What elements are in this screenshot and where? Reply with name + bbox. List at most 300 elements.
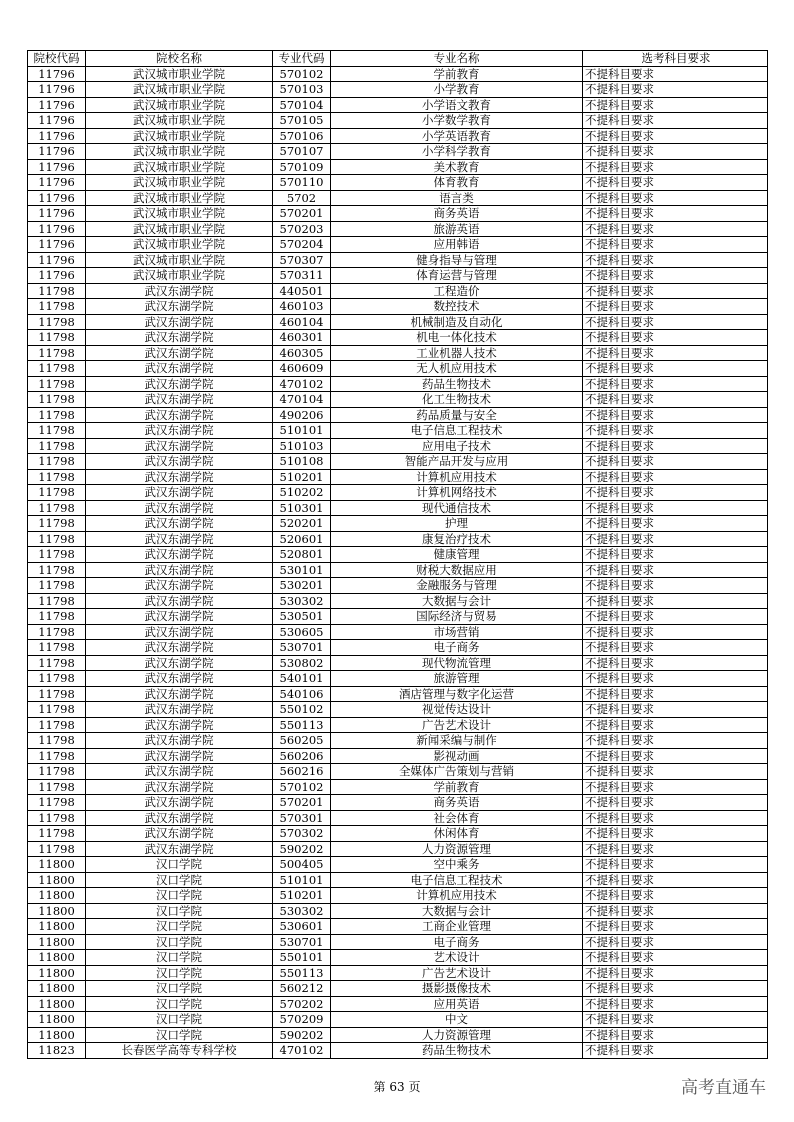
cell-major-name: 国际经济与贸易 xyxy=(331,609,583,625)
cell-major-code: 570202 xyxy=(273,996,331,1012)
table-row xyxy=(28,66,768,82)
cell-major-name: 小学科学教育 xyxy=(331,144,583,160)
cell-subject-requirement: 不提科目要求 xyxy=(583,996,768,1012)
cell-subject-requirement: 不提科目要求 xyxy=(583,857,768,873)
cell-major-code: 5702 xyxy=(273,190,331,206)
cell-subject-requirement: 不提科目要求 xyxy=(583,640,768,656)
table-row xyxy=(28,438,768,454)
cell-school-code: 11798 xyxy=(28,702,86,718)
cell-subject-requirement: 不提科目要求 xyxy=(583,733,768,749)
cell-subject-requirement: 不提科目要求 xyxy=(583,407,768,423)
cell-school-name: 武汉城市职业学院 xyxy=(86,252,273,268)
cell-school-name: 武汉东湖学院 xyxy=(86,438,273,454)
cell-school-code: 11798 xyxy=(28,407,86,423)
table-row xyxy=(28,686,768,702)
cell-major-code: 540106 xyxy=(273,686,331,702)
cell-school-code: 11796 xyxy=(28,206,86,222)
cell-major-name: 康复治疗技术 xyxy=(331,531,583,547)
cell-school-code: 11798 xyxy=(28,593,86,609)
cell-school-name: 武汉城市职业学院 xyxy=(86,97,273,113)
cell-major-name: 体育教育 xyxy=(331,175,583,191)
cell-school-name: 汉口学院 xyxy=(86,934,273,950)
cell-subject-requirement: 不提科目要求 xyxy=(583,500,768,516)
cell-school-code: 11798 xyxy=(28,500,86,516)
cell-school-code: 11798 xyxy=(28,671,86,687)
cell-school-name: 武汉东湖学院 xyxy=(86,516,273,532)
cell-school-code: 11798 xyxy=(28,578,86,594)
cell-major-name: 现代通信技术 xyxy=(331,500,583,516)
table-row xyxy=(28,640,768,656)
cell-major-code: 530501 xyxy=(273,609,331,625)
cell-major-code: 530101 xyxy=(273,562,331,578)
table-row xyxy=(28,252,768,268)
cell-subject-requirement: 不提科目要求 xyxy=(583,1043,768,1059)
cell-major-name: 药品生物技术 xyxy=(331,1043,583,1059)
cell-subject-requirement: 不提科目要求 xyxy=(583,903,768,919)
cell-major-code: 570102 xyxy=(273,66,331,82)
cell-major-code: 570302 xyxy=(273,826,331,842)
cell-major-code: 570107 xyxy=(273,144,331,160)
cell-major-code: 530701 xyxy=(273,934,331,950)
cell-school-code: 11800 xyxy=(28,981,86,997)
cell-major-name: 社会体育 xyxy=(331,810,583,826)
cell-school-code: 11798 xyxy=(28,345,86,361)
cell-subject-requirement: 不提科目要求 xyxy=(583,934,768,950)
cell-school-code: 11798 xyxy=(28,485,86,501)
cell-school-name: 武汉东湖学院 xyxy=(86,655,273,671)
cell-school-name: 武汉城市职业学院 xyxy=(86,221,273,237)
cell-school-name: 武汉东湖学院 xyxy=(86,485,273,501)
cell-major-code: 510108 xyxy=(273,454,331,470)
cell-school-name: 汉口学院 xyxy=(86,981,273,997)
cell-subject-requirement: 不提科目要求 xyxy=(583,531,768,547)
cell-major-code: 530701 xyxy=(273,640,331,656)
cell-major-code: 530605 xyxy=(273,624,331,640)
cell-major-name: 影视动画 xyxy=(331,748,583,764)
cell-major-name: 新闻采编与制作 xyxy=(331,733,583,749)
cell-major-code: 570201 xyxy=(273,206,331,222)
table-row xyxy=(28,144,768,160)
cell-school-name: 武汉东湖学院 xyxy=(86,299,273,315)
cell-subject-requirement: 不提科目要求 xyxy=(583,795,768,811)
cell-school-name: 武汉东湖学院 xyxy=(86,330,273,346)
cell-school-code: 11796 xyxy=(28,144,86,160)
table-row xyxy=(28,516,768,532)
table-row xyxy=(28,113,768,129)
cell-major-name: 人力资源管理 xyxy=(331,1027,583,1043)
cell-major-code: 570203 xyxy=(273,221,331,237)
page-number: 第 63 页 xyxy=(373,1080,421,1094)
cell-school-name: 武汉东湖学院 xyxy=(86,423,273,439)
cell-major-code: 510201 xyxy=(273,888,331,904)
cell-major-code: 540101 xyxy=(273,671,331,687)
cell-subject-requirement: 不提科目要求 xyxy=(583,965,768,981)
cell-school-name: 武汉东湖学院 xyxy=(86,702,273,718)
cell-subject-requirement: 不提科目要求 xyxy=(583,562,768,578)
cell-school-name: 武汉东湖学院 xyxy=(86,578,273,594)
cell-subject-requirement: 不提科目要求 xyxy=(583,981,768,997)
table-row xyxy=(28,221,768,237)
table-row xyxy=(28,314,768,330)
cell-subject-requirement: 不提科目要求 xyxy=(583,314,768,330)
cell-major-name: 旅游管理 xyxy=(331,671,583,687)
cell-major-code: 570301 xyxy=(273,810,331,826)
table-row xyxy=(28,764,768,780)
cell-major-code: 560212 xyxy=(273,981,331,997)
cell-school-code: 11798 xyxy=(28,531,86,547)
cell-major-code: 570209 xyxy=(273,1012,331,1028)
cell-major-code: 470102 xyxy=(273,376,331,392)
cell-subject-requirement: 不提科目要求 xyxy=(583,717,768,733)
table-row xyxy=(28,857,768,873)
cell-subject-requirement: 不提科目要求 xyxy=(583,206,768,222)
table-row xyxy=(28,810,768,826)
cell-school-code: 11800 xyxy=(28,1012,86,1028)
cell-subject-requirement: 不提科目要求 xyxy=(583,547,768,563)
cell-school-name: 武汉东湖学院 xyxy=(86,376,273,392)
table-row xyxy=(28,469,768,485)
table-row xyxy=(28,268,768,284)
cell-school-name: 武汉城市职业学院 xyxy=(86,144,273,160)
cell-school-name: 汉口学院 xyxy=(86,1027,273,1043)
cell-school-code: 11796 xyxy=(28,113,86,129)
cell-major-code: 570106 xyxy=(273,128,331,144)
cell-major-name: 健康管理 xyxy=(331,547,583,563)
cell-major-code: 570201 xyxy=(273,795,331,811)
cell-school-name: 汉口学院 xyxy=(86,919,273,935)
table-row xyxy=(28,950,768,966)
table-row xyxy=(28,376,768,392)
table-row xyxy=(28,779,768,795)
table-row xyxy=(28,1012,768,1028)
table-row xyxy=(28,919,768,935)
cell-major-name: 摄影摄像技术 xyxy=(331,981,583,997)
cell-major-code: 530601 xyxy=(273,919,331,935)
cell-school-code: 11800 xyxy=(28,903,86,919)
table-row xyxy=(28,283,768,299)
cell-subject-requirement: 不提科目要求 xyxy=(583,361,768,377)
cell-school-code: 11798 xyxy=(28,795,86,811)
cell-school-name: 武汉城市职业学院 xyxy=(86,237,273,253)
table-row xyxy=(28,392,768,408)
header-school-code: 院校代码 xyxy=(28,51,86,67)
cell-major-name: 商务英语 xyxy=(331,795,583,811)
cell-school-code: 11796 xyxy=(28,66,86,82)
table-row xyxy=(28,407,768,423)
header-major-code: 专业代码 xyxy=(273,51,331,67)
cell-school-name: 武汉东湖学院 xyxy=(86,531,273,547)
cell-school-name: 汉口学院 xyxy=(86,903,273,919)
cell-school-name: 武汉东湖学院 xyxy=(86,779,273,795)
cell-school-code: 11798 xyxy=(28,779,86,795)
cell-major-name: 机电一体化技术 xyxy=(331,330,583,346)
cell-major-code: 510101 xyxy=(273,423,331,439)
cell-major-name: 计算机网络技术 xyxy=(331,485,583,501)
cell-subject-requirement: 不提科目要求 xyxy=(583,593,768,609)
cell-subject-requirement: 不提科目要求 xyxy=(583,469,768,485)
table-row xyxy=(28,175,768,191)
cell-major-name: 工商企业管理 xyxy=(331,919,583,935)
cell-school-code: 11798 xyxy=(28,826,86,842)
cell-subject-requirement: 不提科目要求 xyxy=(583,66,768,82)
table-row xyxy=(28,423,768,439)
cell-subject-requirement: 不提科目要求 xyxy=(583,702,768,718)
cell-subject-requirement: 不提科目要求 xyxy=(583,221,768,237)
cell-major-name: 化工生物技术 xyxy=(331,392,583,408)
header-major-name: 专业名称 xyxy=(331,51,583,67)
table-row xyxy=(28,624,768,640)
cell-major-code: 550113 xyxy=(273,717,331,733)
cell-major-name: 电子信息工程技术 xyxy=(331,423,583,439)
table-row xyxy=(28,531,768,547)
table-row xyxy=(28,237,768,253)
cell-major-name: 小学数学教育 xyxy=(331,113,583,129)
table-row xyxy=(28,128,768,144)
cell-major-name: 旅游英语 xyxy=(331,221,583,237)
cell-school-name: 武汉东湖学院 xyxy=(86,283,273,299)
table-row xyxy=(28,159,768,175)
table-row xyxy=(28,934,768,950)
cell-school-name: 武汉城市职业学院 xyxy=(86,82,273,98)
cell-school-name: 武汉东湖学院 xyxy=(86,593,273,609)
cell-subject-requirement: 不提科目要求 xyxy=(583,237,768,253)
cell-subject-requirement: 不提科目要求 xyxy=(583,888,768,904)
cell-subject-requirement: 不提科目要求 xyxy=(583,624,768,640)
cell-major-name: 药品生物技术 xyxy=(331,376,583,392)
table-body xyxy=(28,66,768,1058)
cell-subject-requirement: 不提科目要求 xyxy=(583,655,768,671)
table-row xyxy=(28,578,768,594)
cell-subject-requirement: 不提科目要求 xyxy=(583,810,768,826)
cell-major-code: 470102 xyxy=(273,1043,331,1059)
cell-school-name: 武汉东湖学院 xyxy=(86,469,273,485)
cell-subject-requirement: 不提科目要求 xyxy=(583,159,768,175)
cell-major-code: 570104 xyxy=(273,97,331,113)
cell-school-name: 武汉东湖学院 xyxy=(86,826,273,842)
table-row xyxy=(28,748,768,764)
cell-school-name: 武汉东湖学院 xyxy=(86,717,273,733)
table-row xyxy=(28,965,768,981)
cell-major-name: 健身指导与管理 xyxy=(331,252,583,268)
cell-school-name: 武汉城市职业学院 xyxy=(86,159,273,175)
cell-school-code: 11798 xyxy=(28,547,86,563)
cell-school-name: 武汉东湖学院 xyxy=(86,748,273,764)
cell-school-code: 11796 xyxy=(28,221,86,237)
cell-major-code: 530302 xyxy=(273,593,331,609)
cell-major-code: 570103 xyxy=(273,82,331,98)
cell-school-name: 武汉东湖学院 xyxy=(86,624,273,640)
cell-school-code: 11796 xyxy=(28,82,86,98)
table-row xyxy=(28,996,768,1012)
cell-school-name: 武汉东湖学院 xyxy=(86,547,273,563)
cell-subject-requirement: 不提科目要求 xyxy=(583,376,768,392)
cell-school-code: 11798 xyxy=(28,655,86,671)
cell-major-name: 电子信息工程技术 xyxy=(331,872,583,888)
cell-school-name: 武汉东湖学院 xyxy=(86,392,273,408)
cell-major-code: 460305 xyxy=(273,345,331,361)
cell-major-code: 570109 xyxy=(273,159,331,175)
table-header-row xyxy=(28,51,768,67)
cell-major-name: 电子商务 xyxy=(331,934,583,950)
cell-major-name: 小学英语教育 xyxy=(331,128,583,144)
cell-subject-requirement: 不提科目要求 xyxy=(583,841,768,857)
cell-school-code: 11798 xyxy=(28,764,86,780)
cell-school-code: 11800 xyxy=(28,888,86,904)
cell-school-name: 武汉东湖学院 xyxy=(86,841,273,857)
cell-subject-requirement: 不提科目要求 xyxy=(583,686,768,702)
cell-school-name: 武汉城市职业学院 xyxy=(86,175,273,191)
cell-school-code: 11798 xyxy=(28,810,86,826)
table-row xyxy=(28,826,768,842)
cell-subject-requirement: 不提科目要求 xyxy=(583,392,768,408)
cell-school-code: 11798 xyxy=(28,717,86,733)
cell-major-code: 560216 xyxy=(273,764,331,780)
cell-subject-requirement: 不提科目要求 xyxy=(583,779,768,795)
cell-major-name: 工程造价 xyxy=(331,283,583,299)
cell-major-code: 570102 xyxy=(273,779,331,795)
table-row xyxy=(28,485,768,501)
table-row xyxy=(28,547,768,563)
cell-major-code: 490206 xyxy=(273,407,331,423)
cell-major-name: 全媒体广告策划与营销 xyxy=(331,764,583,780)
cell-major-code: 520201 xyxy=(273,516,331,532)
table-row xyxy=(28,655,768,671)
cell-major-name: 商务英语 xyxy=(331,206,583,222)
cell-school-name: 汉口学院 xyxy=(86,1012,273,1028)
cell-major-name: 市场营销 xyxy=(331,624,583,640)
cell-major-name: 数控技术 xyxy=(331,299,583,315)
cell-major-code: 530201 xyxy=(273,578,331,594)
cell-major-code: 560205 xyxy=(273,733,331,749)
cell-school-code: 11796 xyxy=(28,237,86,253)
cell-school-code: 11798 xyxy=(28,330,86,346)
cell-major-code: 560206 xyxy=(273,748,331,764)
cell-major-code: 440501 xyxy=(273,283,331,299)
cell-major-code: 460103 xyxy=(273,299,331,315)
cell-major-name: 智能产品开发与应用 xyxy=(331,454,583,470)
header-school-name: 院校名称 xyxy=(86,51,273,67)
cell-school-code: 11796 xyxy=(28,190,86,206)
cell-school-name: 武汉东湖学院 xyxy=(86,810,273,826)
cell-subject-requirement: 不提科目要求 xyxy=(583,128,768,144)
cell-major-name: 语言类 xyxy=(331,190,583,206)
cell-school-name: 汉口学院 xyxy=(86,996,273,1012)
cell-school-code: 11798 xyxy=(28,438,86,454)
table-row xyxy=(28,330,768,346)
cell-school-name: 武汉东湖学院 xyxy=(86,733,273,749)
cell-major-code: 510103 xyxy=(273,438,331,454)
cell-subject-requirement: 不提科目要求 xyxy=(583,113,768,129)
cell-school-code: 11800 xyxy=(28,919,86,935)
cell-major-code: 510301 xyxy=(273,500,331,516)
cell-major-name: 休闲体育 xyxy=(331,826,583,842)
cell-school-code: 11798 xyxy=(28,640,86,656)
cell-major-name: 现代物流管理 xyxy=(331,655,583,671)
cell-major-name: 广告艺术设计 xyxy=(331,965,583,981)
cell-major-code: 460609 xyxy=(273,361,331,377)
cell-school-code: 11796 xyxy=(28,159,86,175)
cell-major-name: 无人机应用技术 xyxy=(331,361,583,377)
table-row xyxy=(28,593,768,609)
cell-major-name: 电子商务 xyxy=(331,640,583,656)
cell-major-name: 护理 xyxy=(331,516,583,532)
cell-major-code: 530802 xyxy=(273,655,331,671)
cell-major-code: 570307 xyxy=(273,252,331,268)
cell-subject-requirement: 不提科目要求 xyxy=(583,175,768,191)
cell-school-code: 11798 xyxy=(28,624,86,640)
cell-subject-requirement: 不提科目要求 xyxy=(583,345,768,361)
cell-school-name: 汉口学院 xyxy=(86,965,273,981)
cell-school-name: 武汉东湖学院 xyxy=(86,454,273,470)
table-row xyxy=(28,702,768,718)
cell-major-code: 500405 xyxy=(273,857,331,873)
cell-school-name: 武汉东湖学院 xyxy=(86,361,273,377)
cell-subject-requirement: 不提科目要求 xyxy=(583,299,768,315)
table-row xyxy=(28,361,768,377)
cell-major-code: 470104 xyxy=(273,392,331,408)
cell-school-name: 长春医学高等专科学校 xyxy=(86,1043,273,1059)
cell-school-code: 11798 xyxy=(28,562,86,578)
cell-school-name: 汉口学院 xyxy=(86,950,273,966)
header-subject-requirement: 选考科目要求 xyxy=(583,51,768,67)
cell-school-name: 汉口学院 xyxy=(86,888,273,904)
cell-major-code: 460104 xyxy=(273,314,331,330)
cell-school-code: 11798 xyxy=(28,748,86,764)
cell-major-code: 510202 xyxy=(273,485,331,501)
cell-major-name: 大数据与会计 xyxy=(331,903,583,919)
cell-school-code: 11796 xyxy=(28,128,86,144)
cell-school-name: 武汉东湖学院 xyxy=(86,500,273,516)
cell-subject-requirement: 不提科目要求 xyxy=(583,516,768,532)
cell-school-code: 11798 xyxy=(28,516,86,532)
cell-subject-requirement: 不提科目要求 xyxy=(583,1012,768,1028)
table-row xyxy=(28,1043,768,1059)
cell-major-name: 学前教育 xyxy=(331,779,583,795)
cell-subject-requirement: 不提科目要求 xyxy=(583,97,768,113)
cell-subject-requirement: 不提科目要求 xyxy=(583,764,768,780)
cell-subject-requirement: 不提科目要求 xyxy=(583,144,768,160)
table-row xyxy=(28,500,768,516)
cell-school-code: 11798 xyxy=(28,733,86,749)
table-row xyxy=(28,841,768,857)
table-row xyxy=(28,888,768,904)
cell-subject-requirement: 不提科目要求 xyxy=(583,826,768,842)
cell-major-name: 体育运营与管理 xyxy=(331,268,583,284)
cell-subject-requirement: 不提科目要求 xyxy=(583,609,768,625)
cell-major-name: 小学教育 xyxy=(331,82,583,98)
cell-school-code: 11798 xyxy=(28,841,86,857)
cell-school-name: 武汉城市职业学院 xyxy=(86,190,273,206)
cell-school-code: 11796 xyxy=(28,97,86,113)
cell-major-name: 计算机应用技术 xyxy=(331,888,583,904)
table-row xyxy=(28,345,768,361)
cell-subject-requirement: 不提科目要求 xyxy=(583,485,768,501)
cell-school-name: 武汉东湖学院 xyxy=(86,562,273,578)
cell-school-code: 11800 xyxy=(28,857,86,873)
table-row xyxy=(28,190,768,206)
cell-school-name: 武汉东湖学院 xyxy=(86,640,273,656)
table-row xyxy=(28,82,768,98)
cell-school-name: 武汉城市职业学院 xyxy=(86,268,273,284)
cell-school-name: 汉口学院 xyxy=(86,857,273,873)
cell-subject-requirement: 不提科目要求 xyxy=(583,454,768,470)
cell-major-code: 530302 xyxy=(273,903,331,919)
cell-school-code: 11800 xyxy=(28,996,86,1012)
cell-major-code: 550101 xyxy=(273,950,331,966)
table-row xyxy=(28,981,768,997)
cell-major-name: 空中乘务 xyxy=(331,857,583,873)
cell-major-name: 药品质量与安全 xyxy=(331,407,583,423)
